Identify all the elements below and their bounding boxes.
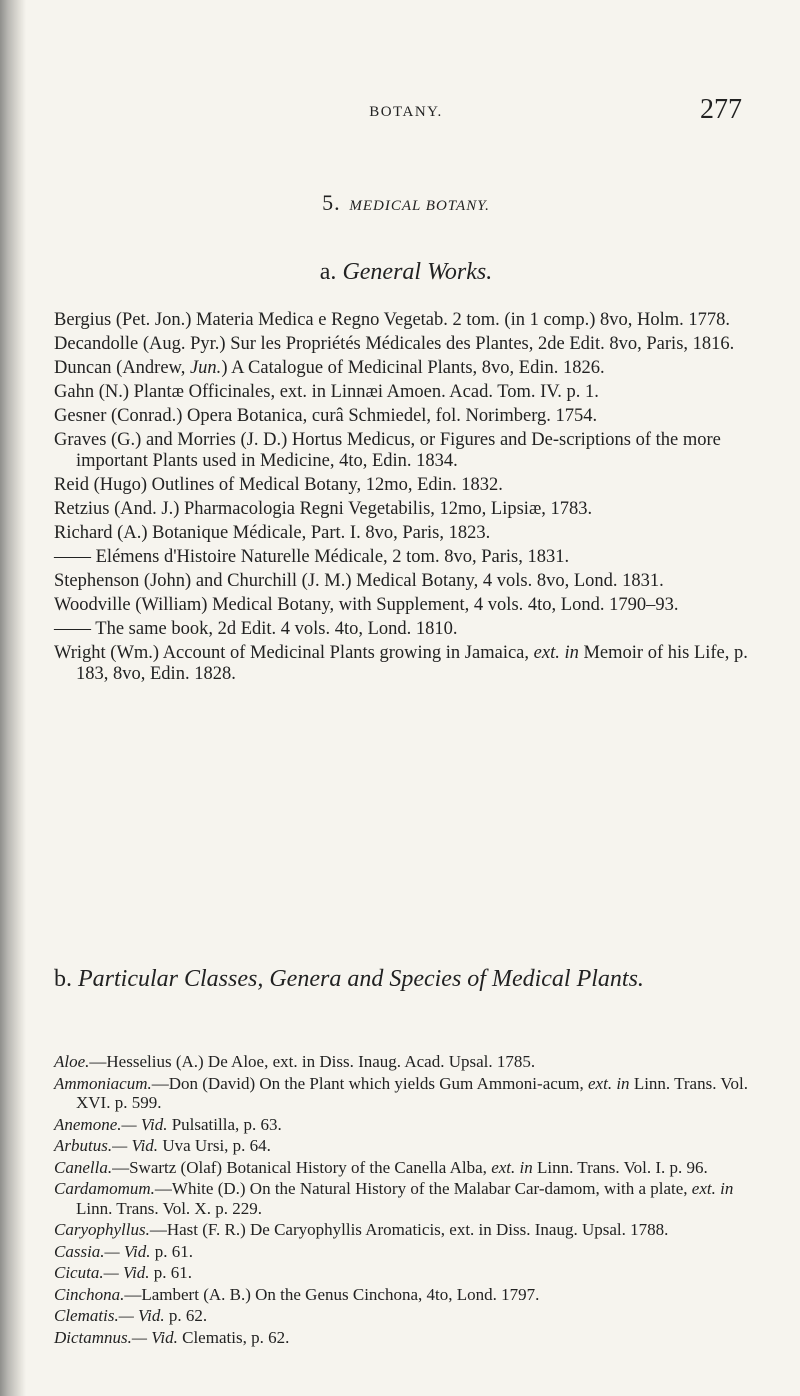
section-number: 5.	[322, 190, 341, 215]
page-number: 277	[700, 94, 742, 125]
bibliography-entry: Retzius (And. J.) Pharmacologia Regni Vegetabilis, 12mo, Lipsiæ, 1783.	[54, 499, 593, 519]
plant-entry: Anemone.— Vid. Pulsatilla, p. 63.	[54, 1114, 282, 1134]
plant-entry: Arbutus.— Vid. Uva Ursi, p. 64.	[54, 1136, 271, 1155]
plant-entry: Caryophyllus.—Hast (F. R.) De Caryophyllis Aromaticis, ext. in Diss. Inaug. Upsal. 1788.	[54, 1220, 669, 1239]
plant-entry: Cinchona.—Lambert (A. B.) On the Genus Cinchona, 4to, Lond. 1797.	[54, 1284, 540, 1304]
subsection-b-title: Particular Classes, Genera and Species of Medical Plants.	[78, 966, 644, 992]
subsection-a-title: General Works.	[342, 259, 493, 285]
bibliography-entry: Graves (G.) and Morries (J. D.) Hortus Medicus, or Figures and De-scriptions of the more important Plants used in Medicine, 4to, Edin. 1834.	[54, 430, 721, 471]
plant-entry: Ammoniacum.—Don (David) On the Plant which yields Gum Ammoni-acum, ext. in Linn. Trans. Vol. XVI. p. 599.	[54, 1073, 748, 1112]
particular-plants-list	[54, 1052, 764, 1349]
bibliography-entry: Woodville (William) Medical Botany, with Supplement, 4 vols. 4to, Lond. 1790–93.	[54, 595, 679, 615]
running-head-title: BOTANY.	[369, 104, 443, 120]
bibliography-entry: Wright (Wm.) Account of Medicinal Plants growing in Jamaica, ext. in Memoir of his Life, p. 183, 8vo, Edin. 1828.	[54, 643, 748, 684]
bibliography-entry: Duncan (Andrew, Jun.) A Catalogue of Medicinal Plants, 8vo, Edin. 1826.	[54, 358, 605, 378]
bibliography-entry: Gesner (Conrad.) Opera Botanica, curâ Schmiedel, fol. Norimberg. 1754.	[54, 406, 598, 426]
section-heading	[36, 190, 776, 216]
subsection-b-label: b.	[54, 966, 72, 992]
general-works-list	[54, 310, 764, 688]
plant-entry: Cassia.— Vid. p. 61.	[54, 1241, 194, 1261]
plant-entry: Canella.—Swartz (Olaf) Botanical History of the Canella Alba, ext. in Linn. Trans. Vol. I. p. 96.	[54, 1157, 708, 1177]
bibliography-entry: Gahn (N.) Plantæ Officinales, ext. in Linnæi Amoen. Acad. Tom. IV. p. 1.	[54, 382, 599, 402]
plant-entry: Clematis.— Vid. p. 62.	[54, 1306, 208, 1325]
plant-entry: Aloe.—Hesselius (A.) De Aloe, ext. in Diss. Inaug. Acad. Upsal. 1785.	[54, 1052, 536, 1071]
subsection-b-heading	[54, 966, 774, 993]
section-title: MEDICAL BOTANY.	[349, 198, 490, 214]
bibliography-entry: Decandolle (Aug. Pyr.) Sur les Propriétés Médicales des Plantes, 2de Edit. 8vo, Paris, 1816.	[54, 334, 735, 354]
running-head	[36, 94, 776, 134]
bibliography-entry: Bergius (Pet. Jon.) Materia Medica e Regno Vegetab. 2 tom. (in 1 comp.) 8vo, Holm. 1778.	[54, 310, 730, 330]
subsection-a-label: a.	[319, 259, 337, 285]
bibliography-entry: Reid (Hugo) Outlines of Medical Botany, 12mo, Edin. 1832.	[54, 475, 503, 495]
book-gutter-shadow	[0, 0, 26, 1396]
plant-entry: Cardamomum.—White (D.) On the Natural History of the Malabar Car-damom, with a plate, ext. in Linn. Trans. Vol. X. p. 229.	[54, 1179, 734, 1218]
bibliography-entry: —— The same book, 2d Edit. 4 vols. 4to, Lond. 1810.	[54, 619, 458, 639]
book-page	[36, 0, 776, 1396]
bibliography-entry: Stephenson (John) and Churchill (J. M.) Medical Botany, 4 vols. 8vo, Lond. 1831.	[54, 571, 664, 591]
subsection-a-heading	[36, 259, 776, 286]
plant-entry: Dictamnus.— Vid. Clematis, p. 62.	[54, 1327, 290, 1347]
bibliography-entry: —— Elémens d'Histoire Naturelle Médicale, 2 tom. 8vo, Paris, 1831.	[54, 547, 570, 567]
plant-entry: Cicuta.— Vid. p. 61.	[54, 1263, 193, 1282]
bibliography-entry: Richard (A.) Botanique Médicale, Part. I. 8vo, Paris, 1823.	[54, 523, 491, 543]
